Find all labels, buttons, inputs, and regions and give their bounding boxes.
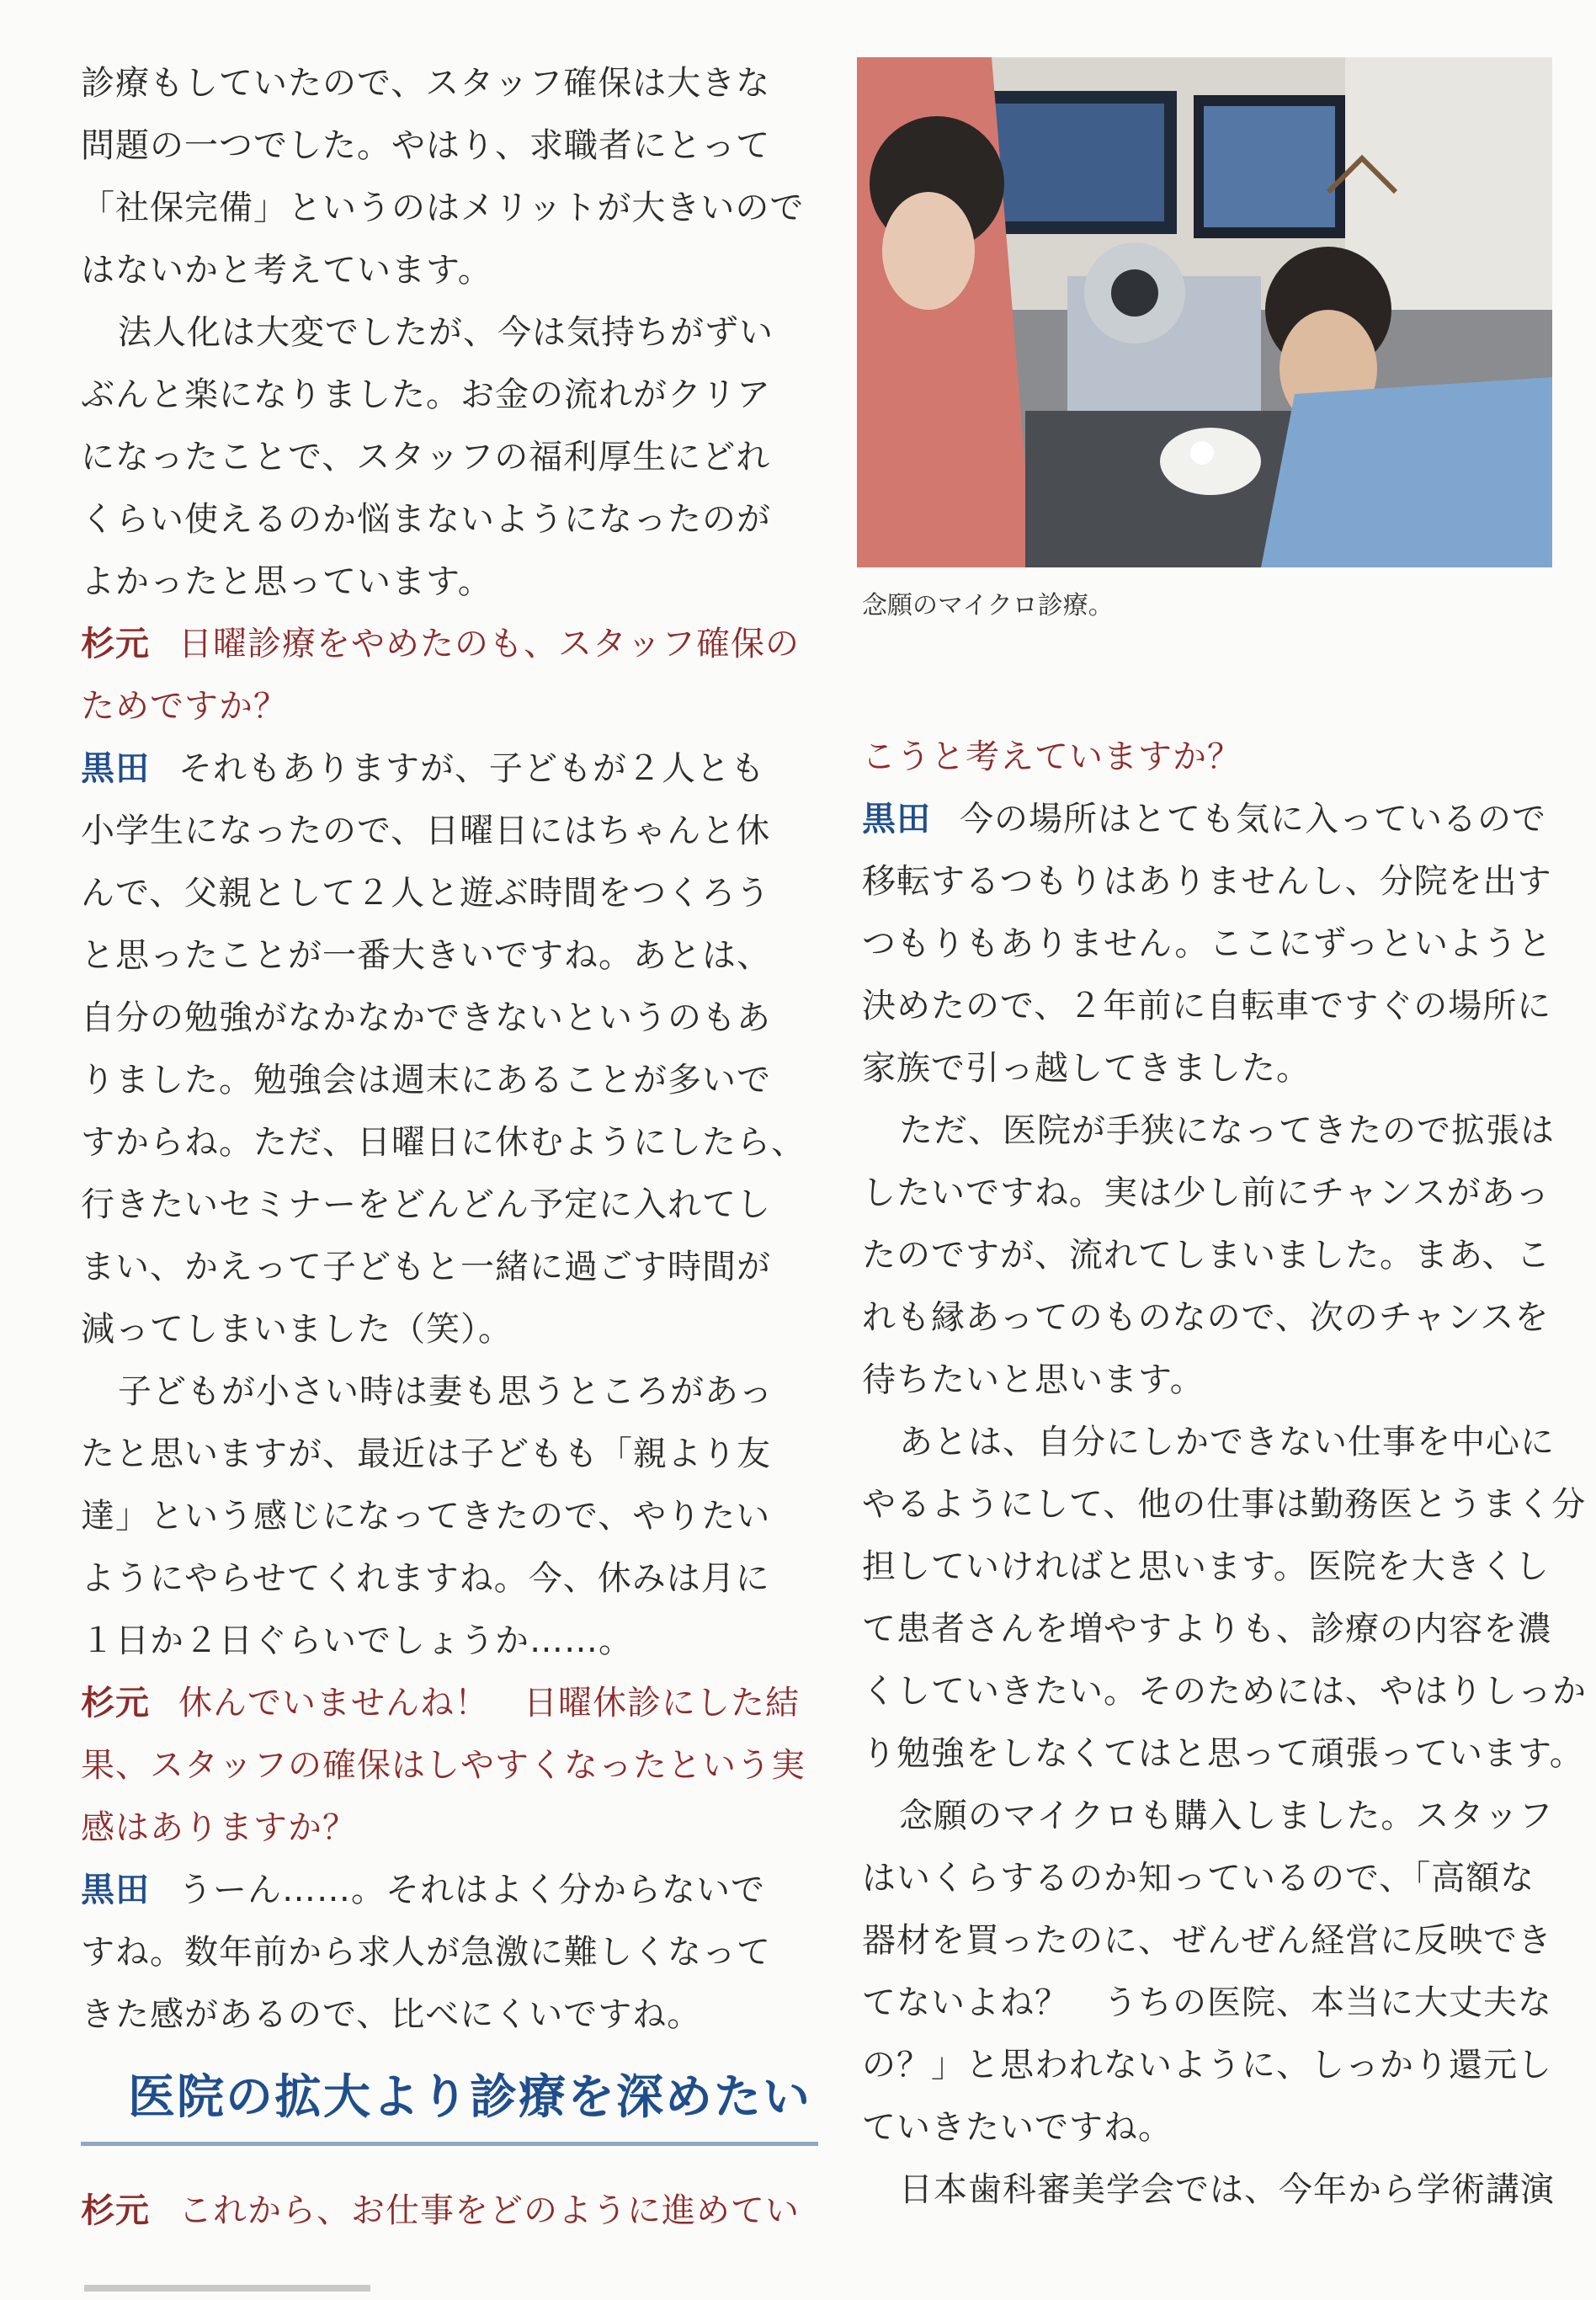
question-text: 感はありますか？ (81, 1808, 357, 1847)
text-line: 待ちたいと思います。 (862, 1360, 1205, 1399)
text-line: したいですね。実は少し前にチャンスがあっ (862, 1174, 1551, 1212)
text-line: きた感があるので、比べにくいですね。 (81, 1995, 702, 2034)
right-column (862, 726, 1587, 2221)
text-line: 担していければと思います。医院を大きくし (862, 1547, 1550, 1586)
speaker-label: 杉元 (81, 625, 150, 663)
text-line: れも縁あってのものなので、次のチャンスを (862, 1298, 1550, 1337)
answer-text: それもありますが、子どもが２人とも (178, 749, 765, 788)
section-heading: 医院の拡大より診療を深めたい (81, 2063, 818, 2146)
speaker-label: 杉元 (81, 2191, 150, 2230)
text-line: よかったと思っています。 (81, 562, 492, 601)
photo-illustration (857, 57, 1552, 567)
paragraph-2 (81, 301, 796, 613)
paragraph-3 (81, 1360, 796, 1672)
text-line: 器材を買ったのに、ぜんぜん経営に反映でき (862, 1921, 1552, 1960)
question-text: 果、スタッフの確保はしやすくなったという実 (81, 1746, 806, 1785)
text-line: り勉強をしなくてはと思って頑張っています。 (862, 1734, 1584, 1773)
text-line: くらい使えるのか悩まないようになったのが (81, 500, 771, 539)
text-line: 小学生になったので、日曜日にはちゃんと休 (81, 812, 771, 850)
left-column (81, 52, 811, 2242)
micro-treatment-photo (857, 57, 1552, 567)
text-line: 自分の勉強がなかなかできないというのもあ (81, 998, 771, 1037)
text-line: 問題の一つでした。やはり、求職者にとって (81, 126, 771, 165)
text-line: はないかと考えています。 (81, 251, 492, 290)
text-line: すね。数年前から求人が急激に難しくなって (81, 1933, 771, 1972)
answer-2 (81, 1859, 796, 2046)
question-text: これから、お仕事をどのように進めてい (178, 2191, 800, 2230)
text-line: てないよね？ うちの医院、本当に大丈夫な (862, 1983, 1552, 2022)
text-line: 法人化は大変でしたが、今は気持ちがずい (118, 313, 774, 352)
text-line: んで、父親として２人と遊ぶ時間をつくろう (81, 874, 771, 913)
text-line: 「社保完備」というのはメリットが大きいので (81, 189, 805, 227)
answer-1 (81, 737, 806, 1360)
answer-text: うーん……。それはよく分からないで (178, 1871, 765, 1909)
text-line: の？」と思われないように、しっかり還元し (862, 2046, 1552, 2084)
text-line: たと思いますが、最近は子どもも「親より友 (81, 1435, 771, 1473)
text-line: 念願のマイクロも購入しました。スタッフ (899, 1797, 1554, 1835)
question-text: 日曜診療をやめたのも、スタッフ確保の (178, 625, 800, 663)
text-line: まい、かえって子どもと一緒に過ごす時間が (81, 1248, 771, 1286)
text-line: はいくらするのか知っているので、「高額な (862, 1859, 1535, 1898)
text-line: 移転するつもりはありませんし、分院を出す (862, 862, 1552, 901)
text-line: りました。勉強会は週末にあることが多いで (81, 1061, 771, 1099)
text-line: 家族で引っ越してきました。 (862, 1049, 1311, 1088)
text-line: になったことで、スタッフの福利厚生にどれ (81, 438, 771, 477)
text-line: くしていきたい。そのためには、やはりしっか (862, 1672, 1587, 1711)
question-1 (81, 613, 800, 737)
text-line: １日か２日ぐらいでしょうか……。 (81, 1621, 633, 1660)
text-line: ぶんと楽になりました。お金の流れがクリア (81, 375, 771, 414)
answer-3 (862, 788, 1569, 1099)
text-line: つもりもありません。ここにずっといようと (862, 924, 1552, 963)
text-line: 決めたので、２年前に自転車ですぐの場所に (862, 987, 1552, 1025)
speaker-label: 黒田 (81, 749, 150, 788)
text-line: ただ、医院が手狭になってきたので拡張は (899, 1111, 1555, 1150)
text-line: たのですが、流れてしまいました。まあ、こ (862, 1236, 1551, 1275)
paragraph-7 (862, 2159, 1569, 2221)
question-text: ためですか？ (81, 687, 288, 726)
paragraph-4 (862, 1099, 1569, 1411)
text-line: すからね。ただ、日曜日に休むようにしたら、 (81, 1123, 806, 1162)
text-line: 行きたいセミナーをどんどん予定に入れてし (81, 1185, 771, 1224)
text-line: ようにやらせてくれますね。今、休みは月に (81, 1559, 770, 1598)
answer-text: 今の場所はとても気に入っているので (960, 800, 1546, 839)
paragraph-6 (862, 1785, 1569, 2159)
question-2 (81, 1672, 806, 1859)
question-text: こうと考えていますか？ (862, 737, 1242, 776)
text-line: ていきたいですね。 (862, 2108, 1173, 2147)
paragraph-5 (862, 1411, 1587, 1785)
question-3 (81, 2180, 800, 2242)
speaker-label: 黒田 (862, 800, 931, 839)
text-line: 達」という感じになってきたので、やりたい (81, 1497, 771, 1536)
speaker-label: 黒田 (81, 1871, 150, 1909)
speaker-label: 杉元 (81, 1684, 150, 1722)
photo-caption: 念願のマイクロ診療。 (862, 591, 1114, 620)
text-line: て患者さんを増やすよりも、診療の内容を濃 (862, 1610, 1552, 1648)
text-line: あとは、自分にしかできない仕事を中心に (899, 1423, 1555, 1461)
text-line: やるようにして、他の仕事は勤務医とうまく分 (862, 1485, 1587, 1524)
paragraph-1 (81, 52, 805, 301)
cropped-footer-mark (84, 2285, 370, 2292)
text-line: 子どもが小さい時は妻も思うところがあっ (118, 1372, 774, 1411)
question-text: 休んでいませんね！ 日曜休診にした結 (178, 1684, 800, 1722)
text-line: 日本歯科審美学会では、今年から学術講演 (899, 2170, 1555, 2209)
text-line: 診療もしていたので、スタッフ確保は大きな (81, 64, 771, 103)
text-line: と思ったことが一番大きいですね。あとは、 (81, 936, 771, 975)
text-line: 減ってしまいました（笑）。 (81, 1310, 513, 1349)
